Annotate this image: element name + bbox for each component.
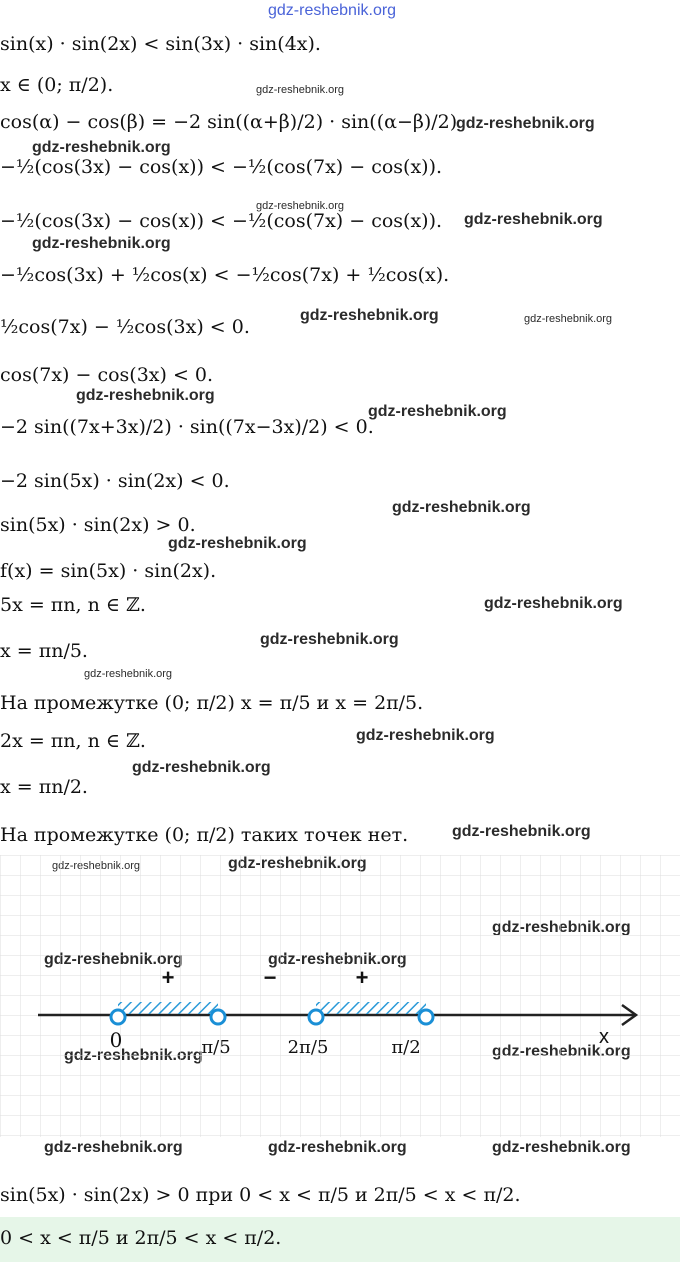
watermark: gdz-reshebnik.org [32,139,171,156]
watermark: gdz-reshebnik.org [168,535,307,552]
line-9-text: −2 sin((7x+3x)/2) · sin((7x−3x)/2) < 0. [0,416,374,438]
line-16-text: 2x = πn, n ∈ ℤ. [0,730,146,752]
line-4-text: −½(cos(3x) − cos(x)) < −½(cos(7x) − cos(x)). [0,156,443,178]
tick-label-pi-2: π/2 [391,1037,421,1058]
line-3 [0,113,457,132]
tick-label-0: 0 [109,1028,123,1052]
line-1 [0,35,321,54]
line-4 [0,158,442,177]
line-13-text: 5x = πn, n ∈ ℤ. [0,594,146,616]
line-12-text: f(x) = sin(5x) · sin(2x). [0,560,217,582]
line-13 [0,596,146,615]
line-18-text: На промежутке (0; π/2) таких точек нет. [0,824,409,846]
watermark: gdz-reshebnik.org [84,668,173,680]
point-pi-2 [419,1010,433,1024]
answer-box [0,1217,680,1262]
line-14-text: x = πn/5. [0,640,88,662]
point-pi-5 [211,1010,225,1024]
line-10 [0,472,230,491]
line-19-text: sin(5x) · sin(2x) > 0 при 0 < x < π/5 и 2π/5 < x < π/2. [0,1184,521,1206]
sign-2: − [263,965,277,990]
line-9 [0,418,374,437]
watermark: gdz-reshebnik.org [300,307,439,324]
grid-background [0,855,680,1137]
line-17-text: x = πn/2. [0,776,88,798]
watermark: gdz-reshebnik.org [356,727,495,744]
number-line-diagram [0,855,680,1137]
answer-value: 0 < x < π/5 и 2π/5 < x < π/2. [0,1227,282,1249]
watermark: gdz-reshebnik.org [392,499,531,516]
answer-text [0,1229,281,1248]
watermark: gdz-reshebnik.org [464,211,603,228]
watermark: gdz-reshebnik.org [260,631,399,648]
line-18 [0,826,408,845]
watermark-top[interactable]: gdz-reshebnik.org [268,2,397,19]
axis-label: x [599,1026,609,1048]
line-11-text: sin(5x) · sin(2x) > 0. [0,514,196,536]
sign-3: + [355,965,369,990]
line-8-text: cos(7x) − cos(3x) < 0. [0,364,214,386]
line-19 [0,1186,520,1205]
watermark: gdz-reshebnik.org [44,1139,183,1156]
sign-1: + [161,965,175,990]
watermark: gdz-reshebnik.org [132,759,271,776]
line-2-text: x ∈ (0; π/2). [0,74,114,96]
tick-label-pi-5: π/5 [201,1037,231,1058]
line-16 [0,732,146,751]
point-2pi-5 [309,1010,323,1024]
shaded-interval-2 [316,1002,426,1014]
line-7-text: ½cos(7x) − ½cos(3x) < 0. [0,316,250,338]
line-2 [0,76,113,95]
watermark: gdz-reshebnik.org [452,823,591,840]
line-6-text: −½cos(3x) + ½cos(x) < −½cos(7x) + ½cos(x). [0,264,450,286]
line-10-text: −2 sin(5x) · sin(2x) < 0. [0,470,230,492]
shaded-interval-1 [118,1002,218,1014]
tick-label-2pi-5: 2π/5 [287,1037,329,1058]
watermark: gdz-reshebnik.org [76,387,215,404]
watermark: gdz-reshebnik.org [256,84,345,96]
line-5 [0,212,442,231]
line-8 [0,366,213,385]
watermark: gdz-reshebnik.org [256,200,345,212]
line-12 [0,562,216,581]
line-3-text: cos(α) − cos(β) = −2 sin((α+β)/2) · sin((α−β)/2) [0,111,458,133]
watermark: gdz-reshebnik.org [484,595,623,612]
line-15 [0,694,423,713]
line-7 [0,318,250,337]
watermark: gdz-reshebnik.org [268,1139,407,1156]
line-17 [0,778,88,797]
line-15-text: На промежутке (0; π/2) x = π/5 и x = 2π/5. [0,692,424,714]
watermark: gdz-reshebnik.org [492,1139,631,1156]
line-11 [0,516,196,535]
watermark: gdz-reshebnik.org [456,115,595,132]
point-0 [111,1010,125,1024]
watermark: gdz-reshebnik.org [368,403,507,420]
watermark: gdz-reshebnik.org [32,235,171,252]
line-5-text: −½(cos(3x) − cos(x)) < −½(cos(7x) − cos(x)). [0,210,443,232]
line-6 [0,266,449,285]
watermark: gdz-reshebnik.org [524,313,613,325]
line-14 [0,642,88,661]
line-1-text: sin(x) · sin(2x) < sin(3x) · sin(4x). [0,33,321,55]
